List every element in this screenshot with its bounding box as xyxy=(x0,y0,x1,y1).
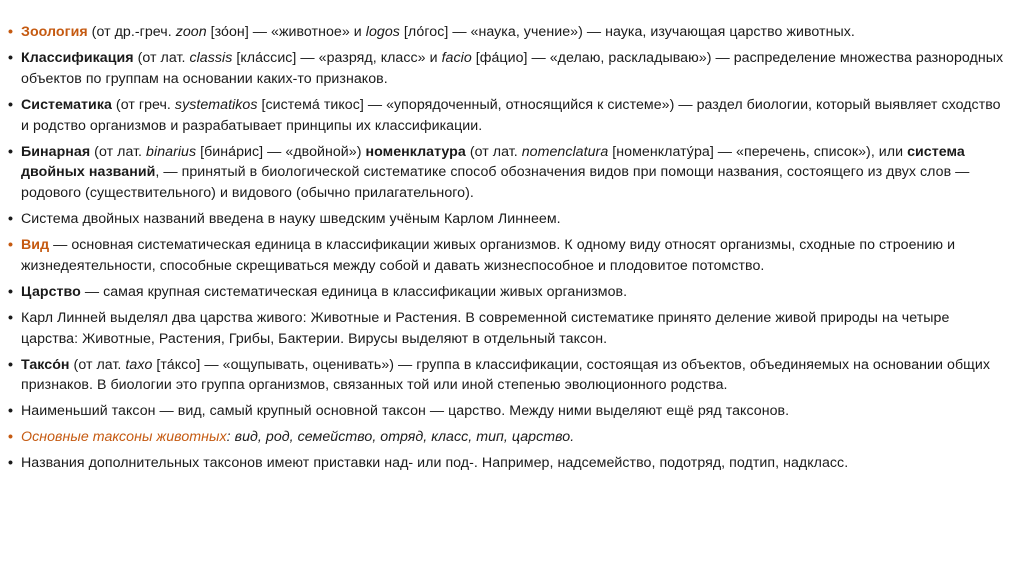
text-segment: Классификация xyxy=(21,49,134,66)
text-segment: : вид, род, семейство, отряд, класс, тип, царство. xyxy=(226,429,575,446)
list-item xyxy=(8,95,1006,137)
text-segment: Систематика xyxy=(21,96,112,113)
text-segment: Карл Линней выделял два царства живого: Животные и Растения. В современной систематике принято деление живой природы на четыре царства: Животные, Растения, Грибы, Бактерии. Вирусы выделяют в отдельный таксон. xyxy=(21,309,950,347)
text-segment: номенклатура xyxy=(365,143,466,160)
list-item xyxy=(8,355,1006,397)
text-segment: [та́ксо] — «ощупывать, оценивать») — группа в классификации, состоящая из объектов, объединяемых на основании общих признаков. В биологии это группа организмов, связанных той или иной степенью эволюционного родства. xyxy=(21,356,990,394)
text-segment: (от др.-греч. xyxy=(87,24,176,40)
bullet-icon: • xyxy=(8,309,14,326)
bullet-icon: • xyxy=(8,283,14,300)
text-segment: (от лат. xyxy=(90,143,147,160)
text-segment: Названия дополнительных таксонов имеют приставки над- или под-. Например, надсемейство, подотряд, подтип, надкласс. xyxy=(21,455,849,472)
bullet-icon: • xyxy=(8,24,14,40)
text-segment: [фа́цио] — «делаю, раскладываю») — распределение множества разнородных объектов по группам на основании каких-то признаков. xyxy=(21,49,1004,87)
text-segment: (от лат. xyxy=(133,49,190,66)
bullet-icon: • xyxy=(8,49,14,66)
bullet-icon: • xyxy=(8,237,14,254)
text-segment: система двойных названий xyxy=(21,143,965,181)
text-segment: Бинарная xyxy=(21,143,91,160)
text-segment: [кла́ссис] — «разряд, класс» и xyxy=(232,49,442,66)
text-segment: Царство xyxy=(21,283,81,300)
text-segment: [ло́гос] — «наука, учение») — наука, изучающая царство животных. xyxy=(399,24,855,40)
list-item xyxy=(8,142,1006,204)
text-segment: Вид xyxy=(21,237,50,254)
text-segment: (от лат. xyxy=(465,143,522,160)
list-item xyxy=(8,401,1006,422)
text-segment: systematikos xyxy=(174,96,258,113)
bullet-icon: • xyxy=(8,211,14,228)
text-segment: Таксо́н xyxy=(21,356,70,373)
text-segment: Наименьший таксон — вид, самый крупный основной таксон — царство. Между ними выделяют ещё ряд таксонов. xyxy=(21,403,790,420)
text-segment: — самая крупная систематическая единица в классификации живых организмов. xyxy=(80,283,628,300)
list-item xyxy=(8,22,1006,43)
list-item xyxy=(8,235,1006,277)
text-segment: zoon xyxy=(175,24,207,40)
text-segment: facio xyxy=(441,49,472,66)
text-segment: classis xyxy=(189,49,233,66)
list-item xyxy=(8,308,1006,350)
list-item xyxy=(8,209,1006,230)
bullet-icon: • xyxy=(8,356,14,373)
bullet-icon: • xyxy=(8,96,14,113)
list-item xyxy=(8,48,1006,90)
text-segment: (от лат. xyxy=(69,356,126,373)
text-segment: taxo xyxy=(125,356,153,373)
text-segment: Зоология xyxy=(21,24,88,40)
text-segment: [бина́рис] — «двойной») xyxy=(196,143,366,160)
text-segment: nomenclatura xyxy=(521,143,609,160)
bullet-icon: • xyxy=(8,403,14,420)
list-item xyxy=(8,427,1006,448)
bullet-icon: • xyxy=(8,455,14,472)
list-item xyxy=(8,282,1006,303)
bullet-icon: • xyxy=(8,143,14,160)
text-segment: [зо́он] — «животное» и xyxy=(206,24,366,40)
text-segment: logos xyxy=(365,24,400,40)
text-segment: — основная систематическая единица в классификации живых организмов. К одному виду относят организмы, сходные по строению и жизнедеятельности, способные скрещиваться между собой и давать жизнеспособное и плодовитое потомство. xyxy=(21,237,956,274)
definitions-list xyxy=(8,22,1006,474)
text-segment: (от греч. xyxy=(111,96,175,113)
text-segment: Система двойных названий введена в науку шведским учёным Карлом Линнеем. xyxy=(21,211,561,228)
text-segment: [системá тикос] — «упорядоченный, относящийся к системе») — раздел биологии, который выявляет сходство и родство организмов и разрабатывает принципы их классификации. xyxy=(21,96,1001,134)
text-segment: [номенклату́ра] — «перечень, список»), или xyxy=(608,143,908,160)
text-segment: , — принятый в биологической систематике способ обозначения видов при помощи названия, состоящего из двух слов — родового (существительного) и видового (обычно прилагательного). xyxy=(21,164,970,202)
text-segment: binarius xyxy=(146,143,197,160)
bullet-icon: • xyxy=(8,429,14,446)
text-segment: Основные таксоны животных xyxy=(21,429,227,446)
list-item xyxy=(8,453,1006,474)
